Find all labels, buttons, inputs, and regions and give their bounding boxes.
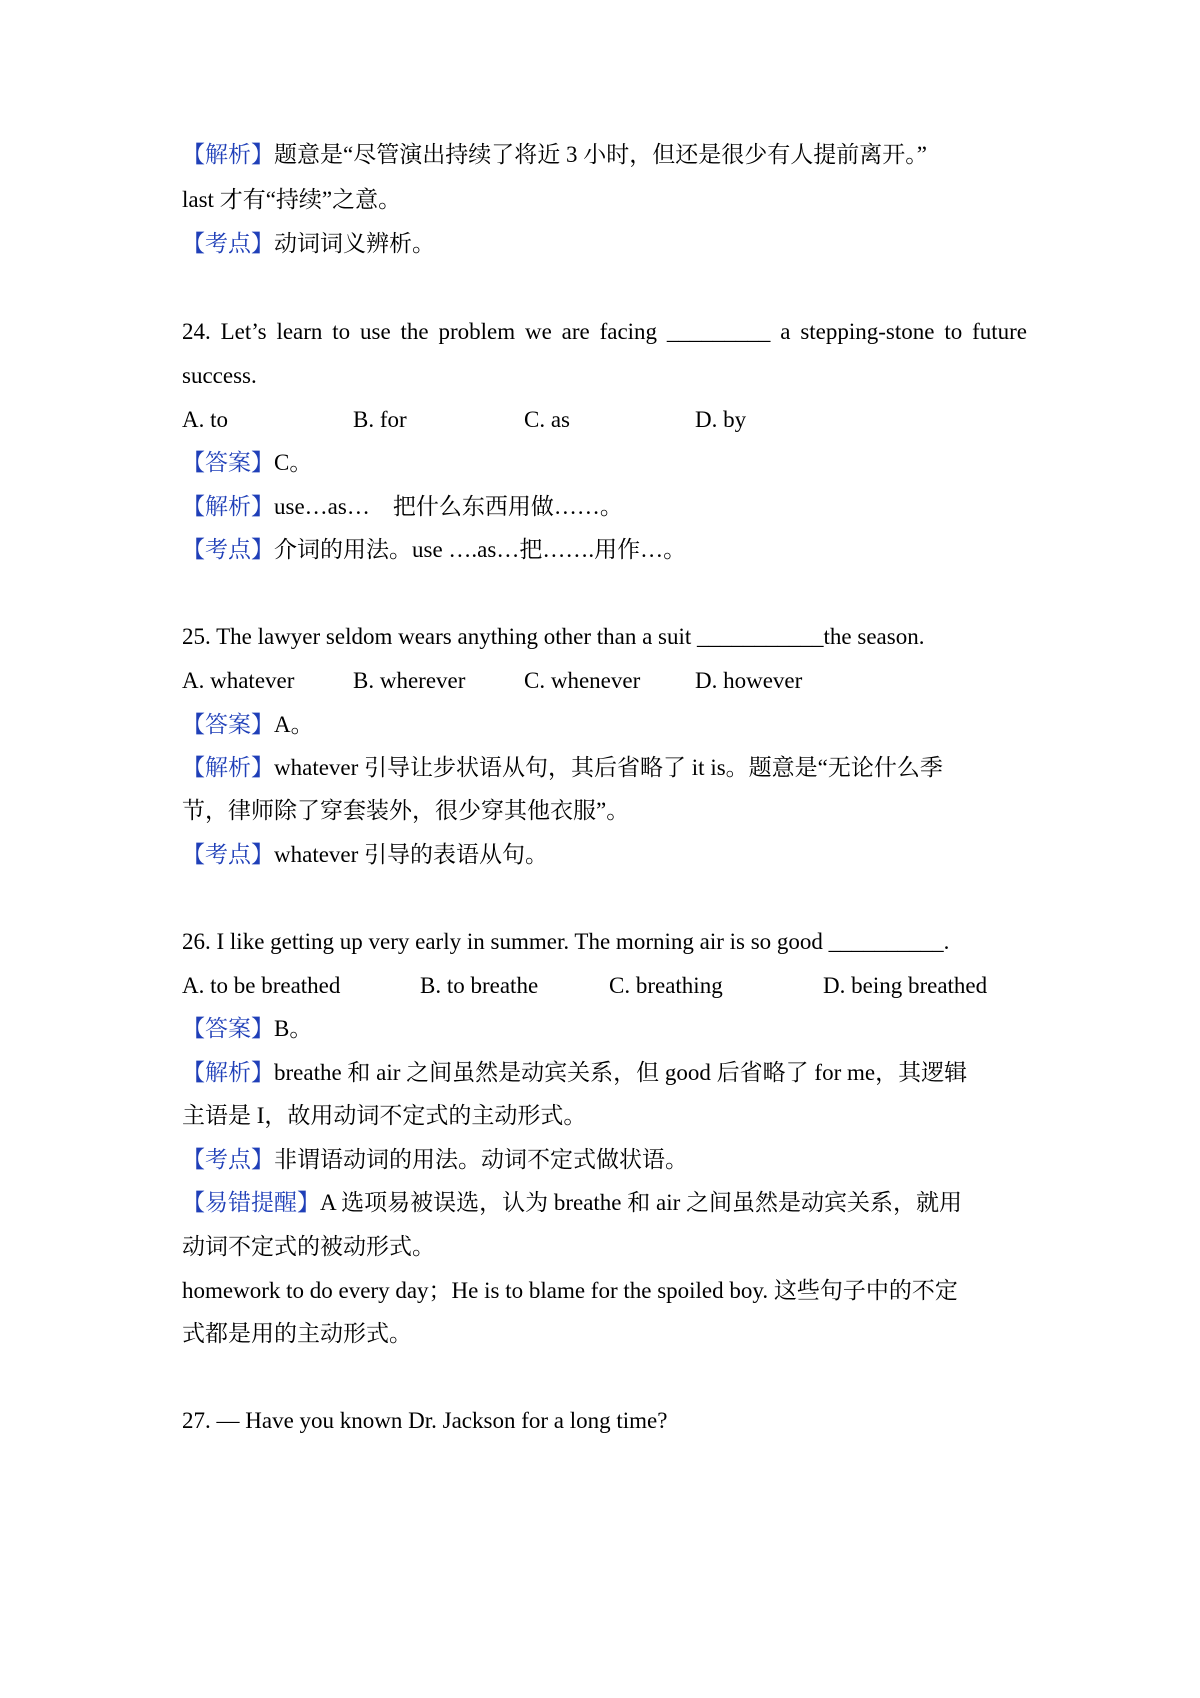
analysis-tag: 【解析】: [182, 494, 274, 519]
answer-text: B。: [274, 1016, 313, 1041]
point-tag: 【考点】: [182, 231, 274, 256]
point-text: whatever 引导的表语从句。: [274, 842, 549, 867]
q27-stem: 27. — Have you known Dr. Jackson for a long time?: [182, 1408, 668, 1433]
option-d: D. however: [695, 668, 803, 693]
analysis-text: whatever 引导让步状语从句，其后省略了 it is。题意是“无论什么季: [274, 755, 943, 780]
q26-extra: homework to do every day；He is to blame for the spoiled boy. 这些句子中的不定: [182, 1278, 958, 1303]
q25-stem: 25. The lawyer seldom wears anything other than a suit ___________the season.: [182, 624, 925, 649]
q26-mistake: [182, 1188, 1027, 1218]
q25-analysis: [182, 753, 1027, 783]
option-b: B. wherever: [353, 668, 466, 693]
analysis-tag: 【解析】: [182, 755, 274, 780]
analysis-text: use…as… 把什么东西用做……。: [274, 494, 623, 519]
q24-stem-cont: success.: [182, 363, 257, 388]
q23-point: [182, 229, 1027, 259]
q26-stem: 26. I like getting up very early in summer. The morning air is so good __________.: [182, 929, 950, 954]
q24-analysis: [182, 492, 1027, 522]
point-text: 非谓语动词的用法。动词不定式做状语。: [274, 1147, 688, 1172]
analysis-text: 题意是“尽管演出持续了将近 3 小时，但还是很少有人提前离开。”: [274, 142, 927, 167]
option-c: C. as: [524, 407, 570, 432]
q26-point: [182, 1145, 1027, 1175]
q24-point: [182, 535, 1027, 565]
point-text: 介词的用法。use ….as…把…….用作…。: [274, 537, 687, 562]
option-d: D. being breathed: [823, 973, 988, 998]
option-a: A. whatever: [182, 668, 295, 693]
answer-text: C。: [274, 450, 313, 475]
q23-analysis: [182, 140, 1027, 170]
q25-point: [182, 840, 1027, 870]
q26-analysis-cont: 主语是 I，故用动词不定式的主动形式。: [182, 1103, 587, 1128]
option-b: B. to breathe: [420, 973, 539, 998]
point-tag: 【考点】: [182, 537, 274, 562]
q24-stem: 24. Let’s learn to use the problem we are facing _________ a stepping-stone to future: [182, 319, 1027, 344]
option-a: A. to be breathed: [182, 973, 341, 998]
answer-tag: 【答案】: [182, 1016, 274, 1041]
analysis-text: breathe 和 air 之间虽然是动宾关系，但 good 后省略了 for me，其逻辑: [274, 1060, 968, 1085]
point-tag: 【考点】: [182, 1147, 274, 1172]
option-d: D. by: [695, 407, 747, 432]
option-c: C. breathing: [609, 973, 723, 998]
option-c: C. whenever: [524, 668, 641, 693]
q26-extra-cont: 式都是用的主动形式。: [182, 1321, 412, 1346]
analysis-tag: 【解析】: [182, 142, 274, 167]
q26-answer: [182, 1014, 1027, 1044]
answer-text: A。: [274, 712, 314, 737]
q23-analysis-cont: last 才有“持续”之意。: [182, 187, 402, 212]
q26-analysis: [182, 1058, 1027, 1088]
q26-mistake-cont: 动词不定式的被动形式。: [182, 1234, 435, 1259]
option-b: B. for: [353, 407, 407, 432]
point-tag: 【考点】: [182, 842, 274, 867]
q24-answer: [182, 448, 1027, 478]
mistake-tag: 【易错提醒】: [182, 1190, 320, 1215]
answer-tag: 【答案】: [182, 450, 274, 475]
option-a: A. to: [182, 407, 228, 432]
analysis-tag: 【解析】: [182, 1060, 274, 1085]
point-text: 动词词义辨析。: [274, 231, 435, 256]
q25-analysis-cont: 节，律师除了穿套装外，很少穿其他衣服”。: [182, 798, 630, 823]
mistake-text: A 选项易被误选，认为 breathe 和 air 之间虽然是动宾关系，就用: [320, 1190, 963, 1215]
answer-tag: 【答案】: [182, 712, 274, 737]
q25-answer: [182, 710, 1027, 740]
